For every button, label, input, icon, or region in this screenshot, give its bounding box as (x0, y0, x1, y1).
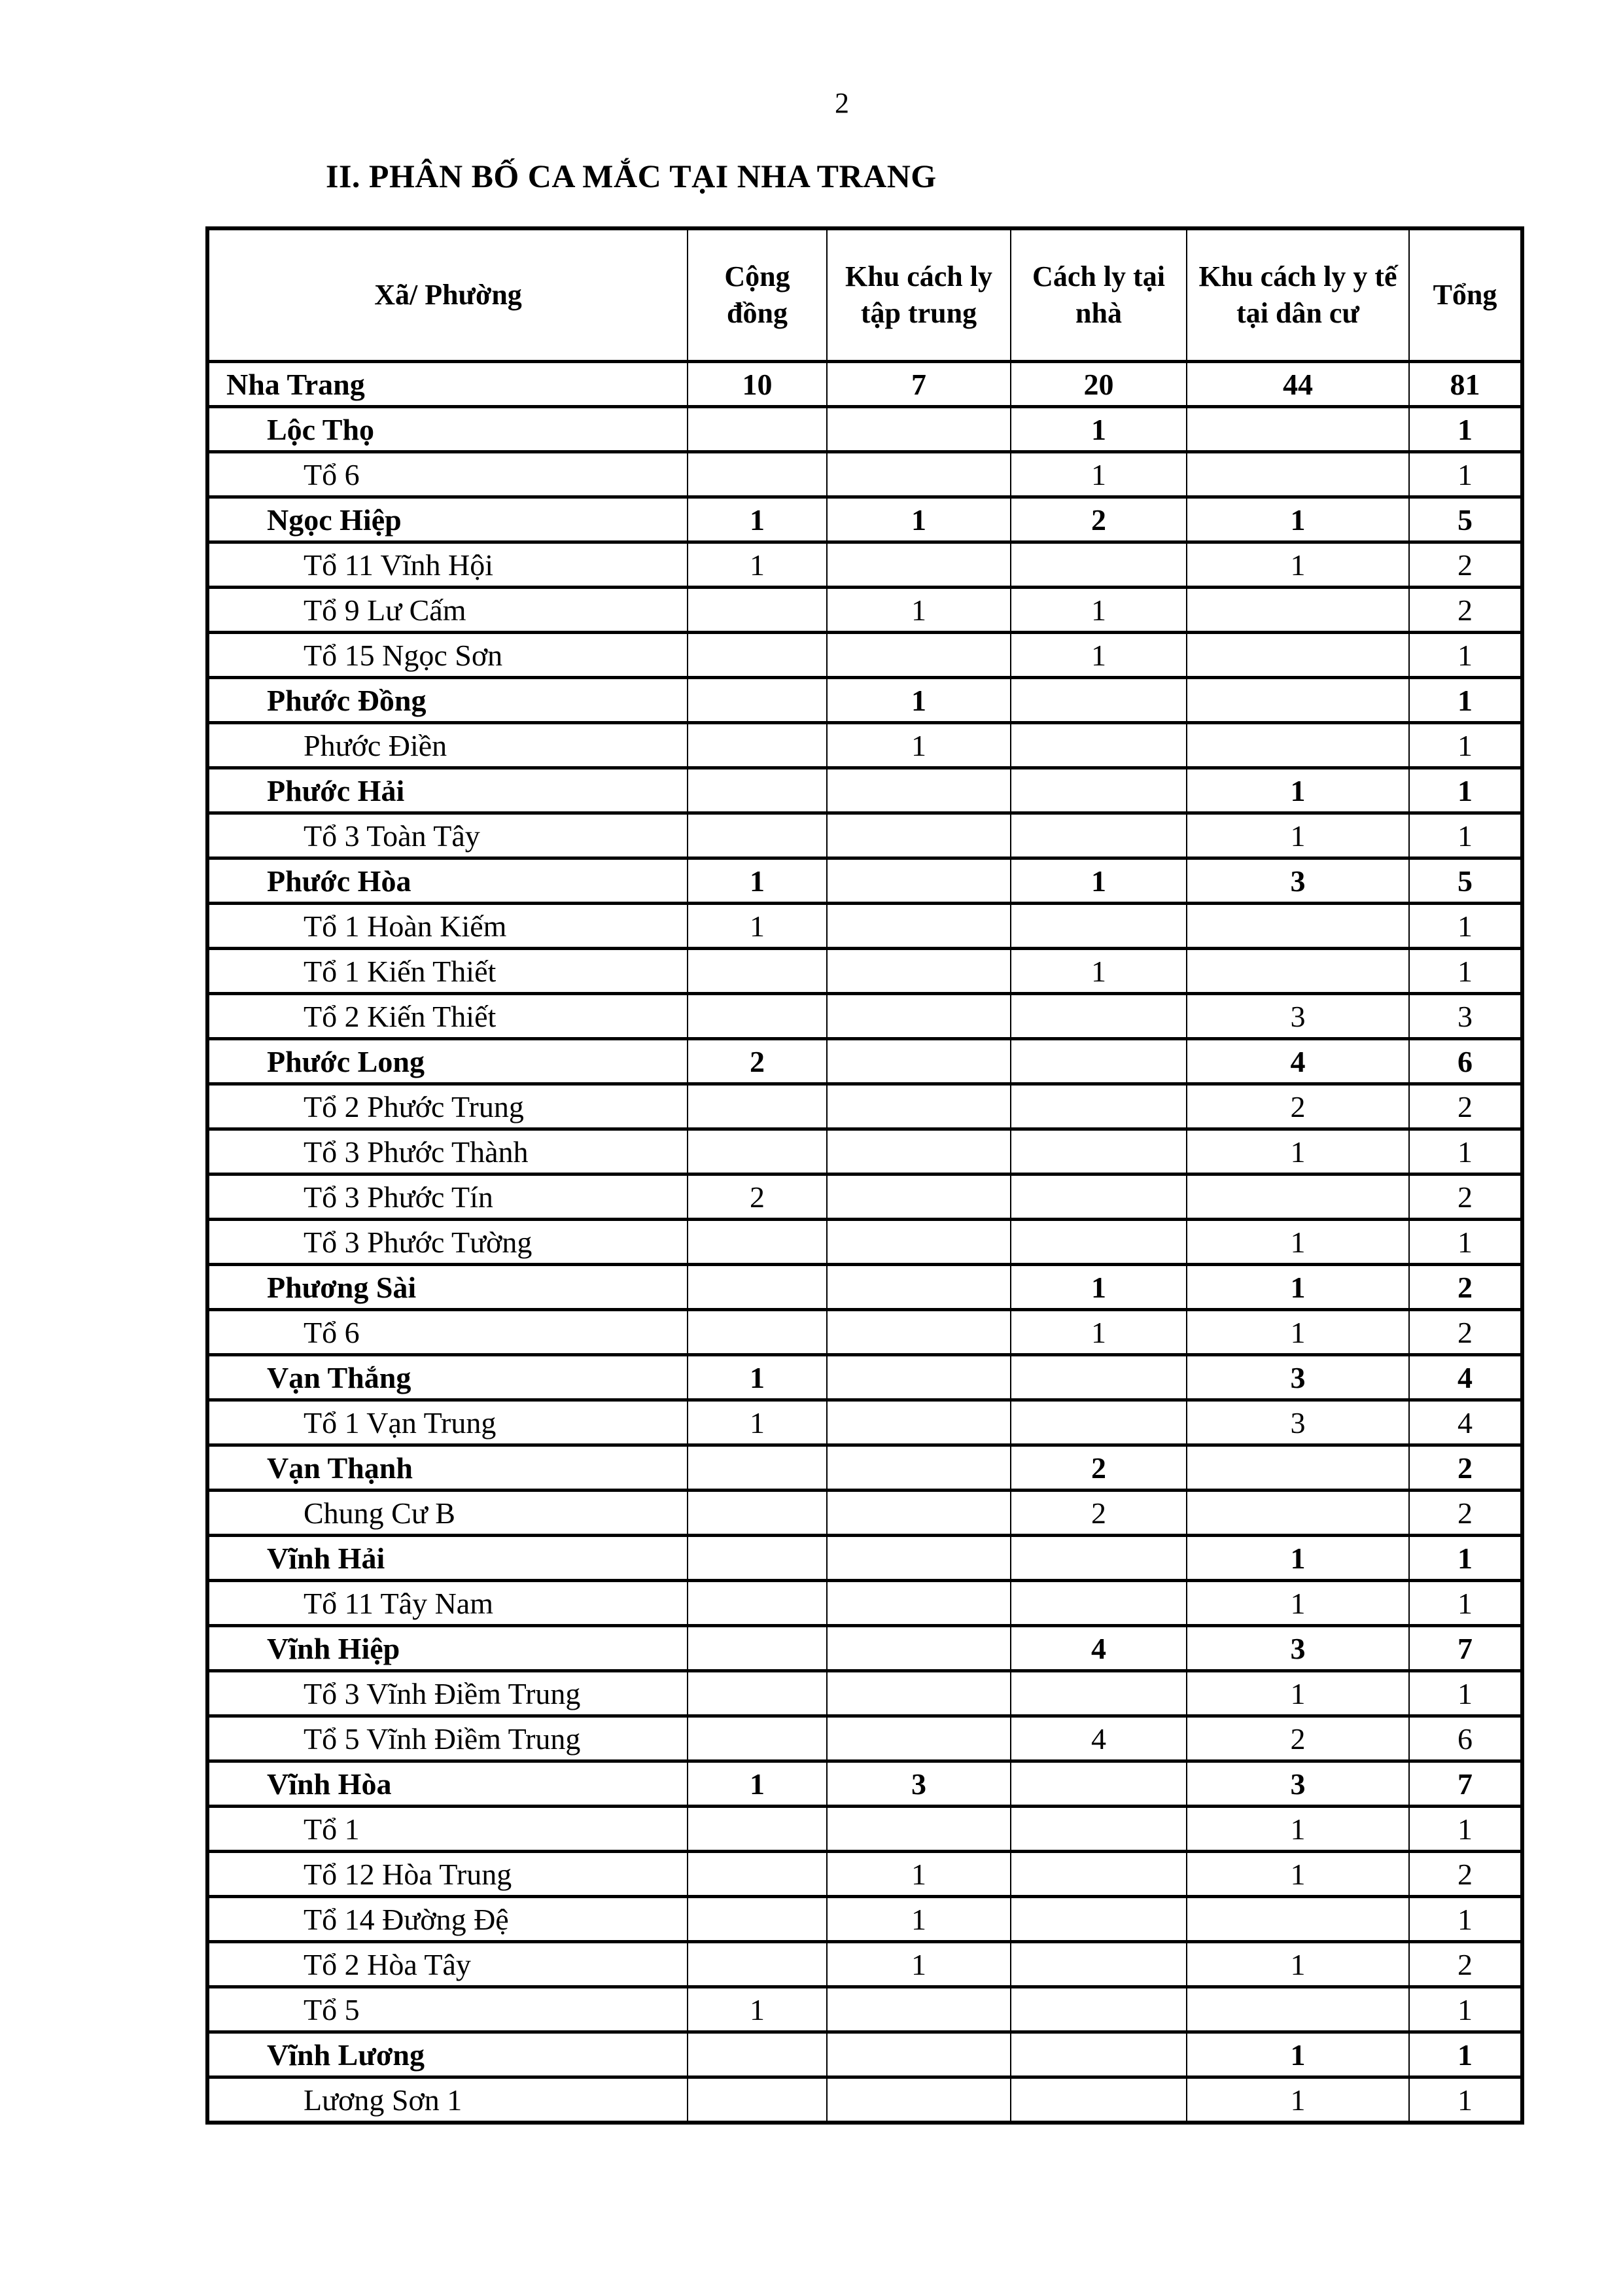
cell-value (1011, 768, 1187, 813)
row-label: Tổ 5 Vĩnh Điềm Trung (207, 1716, 688, 1761)
cell-value (1187, 1987, 1409, 2032)
cell-value (1011, 1987, 1187, 2032)
cell-value: 2 (1409, 1084, 1522, 1129)
row-label: Ngọc Hiệp (207, 497, 688, 542)
cell-value: 1 (1187, 1536, 1409, 1581)
cell-value (827, 1265, 1011, 1310)
cell-value (1011, 1852, 1187, 1897)
cell-value: 2 (1409, 588, 1522, 633)
table-row (207, 813, 1522, 858)
column-header: Khu cách ly y tế tại dân cư (1187, 228, 1409, 362)
row-label: Tổ 3 Phước Tín (207, 1174, 688, 1220)
case-distribution-table (205, 226, 1524, 2125)
page-number: 2 (835, 87, 849, 119)
cell-value: 6 (1409, 1716, 1522, 1761)
cell-value: 1 (1409, 1987, 1522, 2032)
cell-value (827, 904, 1011, 949)
table-row (207, 1897, 1522, 1942)
table-row (207, 362, 1522, 407)
cell-value (688, 2032, 827, 2077)
cell-value (688, 1445, 827, 1491)
row-label: Tổ 11 Vĩnh Hội (207, 542, 688, 588)
table-row (207, 1129, 1522, 1174)
cell-value: 3 (1187, 1355, 1409, 1400)
cell-value (688, 2077, 827, 2123)
cell-value (688, 1536, 827, 1581)
table-row (207, 1626, 1522, 1671)
table-row (207, 858, 1522, 904)
table-row (207, 1536, 1522, 1581)
cell-value: 3 (827, 1761, 1011, 1807)
row-label: Phước Long (207, 1039, 688, 1084)
cell-value (688, 407, 827, 452)
cell-value: 2 (1011, 1445, 1187, 1491)
cell-value: 2 (688, 1039, 827, 1084)
cell-value (1011, 2077, 1187, 2123)
row-label: Vĩnh Lương (207, 2032, 688, 2077)
cell-value (827, 1807, 1011, 1852)
column-header: Cách ly tại nhà (1011, 228, 1187, 362)
column-header: Cộng đồng (688, 228, 827, 362)
cell-value (1011, 723, 1187, 768)
row-label: Tổ 2 Kiến Thiết (207, 994, 688, 1039)
cell-value: 1 (1409, 723, 1522, 768)
cell-value: 1 (827, 1942, 1011, 1987)
cell-value (827, 858, 1011, 904)
row-label: Phước Hòa (207, 858, 688, 904)
cell-value: 1 (688, 904, 827, 949)
cell-value (827, 813, 1011, 858)
cell-value (827, 452, 1011, 497)
column-header: Xã/ Phường (207, 228, 688, 362)
cell-value (688, 768, 827, 813)
cell-value (688, 1310, 827, 1355)
cell-value (688, 1671, 827, 1716)
row-label: Nha Trang (207, 362, 688, 407)
row-label: Tổ 3 Vĩnh Điềm Trung (207, 1671, 688, 1716)
table-row (207, 1220, 1522, 1265)
cell-value: 3 (1187, 1761, 1409, 1807)
row-label: Tổ 2 Hòa Tây (207, 1942, 688, 1987)
table-row (207, 1084, 1522, 1129)
cell-value (1011, 542, 1187, 588)
cell-value (1011, 1400, 1187, 1445)
cell-value: 2 (1011, 497, 1187, 542)
row-label: Tổ 1 (207, 1807, 688, 1852)
cell-value: 1 (1187, 1310, 1409, 1355)
cell-value: 1 (1409, 1897, 1522, 1942)
row-label: Phước Điền (207, 723, 688, 768)
cell-value: 2 (1409, 1852, 1522, 1897)
section-title: II. PHÂN BỐ CA MẮC TẠI NHA TRANG (326, 158, 937, 194)
cell-value: 2 (1409, 1265, 1522, 1310)
cell-value: 1 (827, 678, 1011, 723)
cell-value (688, 1897, 827, 1942)
cell-value: 1 (1011, 1265, 1187, 1310)
cell-value: 4 (1409, 1400, 1522, 1445)
cell-value: 1 (1409, 1129, 1522, 1174)
cell-value (688, 813, 827, 858)
cell-value (688, 1716, 827, 1761)
cell-value (827, 633, 1011, 678)
cell-value (1011, 904, 1187, 949)
cell-value: 6 (1409, 1039, 1522, 1084)
cell-value (688, 1942, 827, 1987)
column-header: Khu cách ly tập trung (827, 228, 1011, 362)
cell-value: 3 (1409, 994, 1522, 1039)
cell-value (827, 1671, 1011, 1716)
cell-value: 7 (827, 362, 1011, 407)
cell-value (1011, 678, 1187, 723)
row-label: Phương Sài (207, 1265, 688, 1310)
row-label: Chung Cư B (207, 1491, 688, 1536)
table-row (207, 1174, 1522, 1220)
cell-value: 7 (1409, 1761, 1522, 1807)
cell-value: 2 (1187, 1084, 1409, 1129)
cell-value (1011, 994, 1187, 1039)
row-label: Tổ 3 Phước Thành (207, 1129, 688, 1174)
cell-value: 44 (1187, 362, 1409, 407)
cell-value (1011, 1129, 1187, 1174)
cell-value: 20 (1011, 362, 1187, 407)
row-label: Tổ 15 Ngọc Sơn (207, 633, 688, 678)
cell-value (688, 1807, 827, 1852)
row-label: Tổ 14 Đường Đệ (207, 1897, 688, 1942)
cell-value: 5 (1409, 497, 1522, 542)
table-row (207, 542, 1522, 588)
cell-value (1011, 1671, 1187, 1716)
cell-value: 1 (1409, 678, 1522, 723)
cell-value (1187, 1445, 1409, 1491)
table-row (207, 407, 1522, 452)
cell-value: 3 (1187, 1626, 1409, 1671)
cell-value (1187, 723, 1409, 768)
cell-value (827, 542, 1011, 588)
cell-value: 1 (827, 497, 1011, 542)
row-label: Lộc Thọ (207, 407, 688, 452)
cell-value: 1 (1187, 1129, 1409, 1174)
table-row (207, 588, 1522, 633)
cell-value (827, 994, 1011, 1039)
table-row (207, 768, 1522, 813)
cell-value (1011, 813, 1187, 858)
cell-value: 1 (1011, 407, 1187, 452)
table-row (207, 1671, 1522, 1716)
cell-value: 4 (1011, 1626, 1187, 1671)
cell-value (1187, 904, 1409, 949)
cell-value (827, 1716, 1011, 1761)
cell-value (688, 1129, 827, 1174)
cell-value (1187, 1174, 1409, 1220)
cell-value: 2 (1409, 1174, 1522, 1220)
cell-value: 2 (1187, 1716, 1409, 1761)
table-row (207, 1942, 1522, 1987)
row-label: Lương Sơn 1 (207, 2077, 688, 2123)
cell-value (688, 633, 827, 678)
cell-value (1011, 1174, 1187, 1220)
row-label: Phước Đồng (207, 678, 688, 723)
cell-value: 1 (688, 1761, 827, 1807)
row-label: Tổ 1 Vạn Trung (207, 1400, 688, 1445)
table-row (207, 497, 1522, 542)
table-row (207, 1039, 1522, 1084)
cell-value: 1 (1187, 1942, 1409, 1987)
cell-value (827, 949, 1011, 994)
table-row (207, 994, 1522, 1039)
row-label: Tổ 5 (207, 1987, 688, 2032)
row-label: Tổ 9 Lư Cấm (207, 588, 688, 633)
cell-value: 2 (1409, 1491, 1522, 1536)
cell-value: 7 (1409, 1626, 1522, 1671)
cell-value: 1 (1409, 633, 1522, 678)
cell-value: 81 (1409, 362, 1522, 407)
cell-value: 1 (1187, 1581, 1409, 1626)
table-row (207, 2077, 1522, 2123)
cell-value: 1 (1011, 588, 1187, 633)
cell-value (827, 1626, 1011, 1671)
cell-value: 2 (1409, 1942, 1522, 1987)
row-label: Tổ 11 Tây Nam (207, 1581, 688, 1626)
cell-value (688, 678, 827, 723)
cell-value: 1 (1187, 1671, 1409, 1716)
cell-value (688, 949, 827, 994)
cell-value: 1 (1409, 1536, 1522, 1581)
cell-value: 1 (688, 1987, 827, 2032)
cell-value (1187, 407, 1409, 452)
row-label: Vĩnh Hải (207, 1536, 688, 1581)
cell-value (1011, 1897, 1187, 1942)
row-label: Vĩnh Hòa (207, 1761, 688, 1807)
cell-value (688, 1220, 827, 1265)
cell-value (827, 1084, 1011, 1129)
cell-value (688, 1491, 827, 1536)
cell-value (688, 1581, 827, 1626)
cell-value: 1 (1409, 2077, 1522, 2123)
cell-value (688, 723, 827, 768)
cell-value: 1 (1011, 1310, 1187, 1355)
cell-value: 1 (1187, 1852, 1409, 1897)
cell-value (1187, 949, 1409, 994)
cell-value (827, 1400, 1011, 1445)
row-label: Tổ 2 Phước Trung (207, 1084, 688, 1129)
cell-value: 4 (1011, 1716, 1187, 1761)
cell-value (827, 1310, 1011, 1355)
row-label: Tổ 12 Hòa Trung (207, 1852, 688, 1897)
table-row (207, 1761, 1522, 1807)
cell-value: 1 (1187, 2077, 1409, 2123)
table-row (207, 452, 1522, 497)
table-row (207, 1581, 1522, 1626)
cell-value (1011, 1536, 1187, 1581)
cell-value (827, 1039, 1011, 1084)
row-label: Tổ 6 (207, 1310, 688, 1355)
table-row (207, 1400, 1522, 1445)
cell-value: 1 (1409, 2032, 1522, 2077)
cell-value (1011, 1220, 1187, 1265)
row-label: Tổ 1 Hoàn Kiếm (207, 904, 688, 949)
cell-value: 2 (1409, 542, 1522, 588)
cell-value: 1 (1409, 452, 1522, 497)
cell-value: 1 (827, 1897, 1011, 1942)
table-row (207, 1491, 1522, 1536)
table-row (207, 1310, 1522, 1355)
cell-value: 4 (1409, 1355, 1522, 1400)
cell-value (827, 1174, 1011, 1220)
cell-value (827, 2032, 1011, 2077)
cell-value (1187, 1897, 1409, 1942)
cell-value: 1 (688, 1400, 827, 1445)
cell-value: 1 (688, 1355, 827, 1400)
cell-value: 10 (688, 362, 827, 407)
cell-value: 1 (1187, 768, 1409, 813)
cell-value (827, 1491, 1011, 1536)
table-body (207, 362, 1522, 2123)
cell-value: 1 (1187, 1807, 1409, 1852)
table-row (207, 1716, 1522, 1761)
cell-value: 1 (688, 858, 827, 904)
table-row (207, 1445, 1522, 1491)
cell-value: 1 (1409, 904, 1522, 949)
cell-value: 2 (688, 1174, 827, 1220)
cell-value (827, 1129, 1011, 1174)
table-row (207, 1265, 1522, 1310)
row-label: Vạn Thạnh (207, 1445, 688, 1491)
cell-value: 5 (1409, 858, 1522, 904)
cell-value: 1 (1409, 1807, 1522, 1852)
row-label: Tổ 3 Toàn Tây (207, 813, 688, 858)
cell-value (1187, 452, 1409, 497)
cell-value (688, 1852, 827, 1897)
cell-value (827, 1355, 1011, 1400)
cell-value (1011, 1942, 1187, 1987)
cell-value: 2 (1409, 1310, 1522, 1355)
row-label: Phước Hải (207, 768, 688, 813)
cell-value (827, 407, 1011, 452)
table-row (207, 904, 1522, 949)
table-header (207, 228, 1522, 362)
cell-value: 1 (1409, 407, 1522, 452)
row-label: Vạn Thắng (207, 1355, 688, 1400)
row-label: Tổ 6 (207, 452, 688, 497)
cell-value (1011, 1039, 1187, 1084)
cell-value: 3 (1187, 858, 1409, 904)
cell-value (1011, 1581, 1187, 1626)
cell-value: 1 (827, 723, 1011, 768)
cell-value (688, 994, 827, 1039)
cell-value: 1 (1011, 452, 1187, 497)
cell-value (688, 1084, 827, 1129)
column-header: Tổng (1409, 228, 1522, 362)
cell-value (688, 1265, 827, 1310)
table-row (207, 723, 1522, 768)
cell-value (1187, 678, 1409, 723)
cell-value: 1 (1187, 497, 1409, 542)
cell-value (1011, 1084, 1187, 1129)
cell-value: 1 (1187, 2032, 1409, 2077)
cell-value (827, 1445, 1011, 1491)
cell-value (827, 768, 1011, 813)
cell-value (827, 1581, 1011, 1626)
cell-value: 1 (827, 1852, 1011, 1897)
cell-value (1011, 1807, 1187, 1852)
cell-value (1011, 1355, 1187, 1400)
row-label: Tổ 3 Phước Tường (207, 1220, 688, 1265)
cell-value (1011, 1761, 1187, 1807)
cell-value (688, 1626, 827, 1671)
cell-value (827, 2077, 1011, 2123)
cell-value (827, 1536, 1011, 1581)
table-header-row (207, 228, 1522, 362)
cell-value: 3 (1187, 1400, 1409, 1445)
cell-value (688, 588, 827, 633)
table-row (207, 1355, 1522, 1400)
cell-value: 1 (1409, 949, 1522, 994)
cell-value: 1 (1409, 1581, 1522, 1626)
table-row (207, 678, 1522, 723)
cell-value: 3 (1187, 994, 1409, 1039)
cell-value (1011, 2032, 1187, 2077)
row-label: Vĩnh Hiệp (207, 1626, 688, 1671)
cell-value: 1 (1409, 813, 1522, 858)
table-row (207, 949, 1522, 994)
cell-value (827, 1987, 1011, 2032)
cell-value (1187, 1491, 1409, 1536)
table-row (207, 1807, 1522, 1852)
cell-value: 1 (688, 497, 827, 542)
cell-value: 2 (1011, 1491, 1187, 1536)
cell-value: 1 (1011, 858, 1187, 904)
cell-value (1187, 633, 1409, 678)
cell-value: 1 (1187, 1220, 1409, 1265)
cell-value: 2 (1409, 1445, 1522, 1491)
cell-value (827, 1220, 1011, 1265)
cell-value: 1 (1187, 542, 1409, 588)
table-row (207, 1852, 1522, 1897)
cell-value: 1 (1011, 949, 1187, 994)
cell-value: 1 (1409, 1671, 1522, 1716)
cell-value: 1 (688, 542, 827, 588)
cell-value: 1 (827, 588, 1011, 633)
table-row (207, 633, 1522, 678)
cell-value (688, 452, 827, 497)
table-row (207, 2032, 1522, 2077)
cell-value (1187, 588, 1409, 633)
cell-value: 1 (1187, 1265, 1409, 1310)
cell-value: 1 (1409, 1220, 1522, 1265)
cell-value: 1 (1187, 813, 1409, 858)
cell-value: 1 (1011, 633, 1187, 678)
cell-value: 4 (1187, 1039, 1409, 1084)
cell-value: 1 (1409, 768, 1522, 813)
row-label: Tổ 1 Kiến Thiết (207, 949, 688, 994)
table-row (207, 1987, 1522, 2032)
